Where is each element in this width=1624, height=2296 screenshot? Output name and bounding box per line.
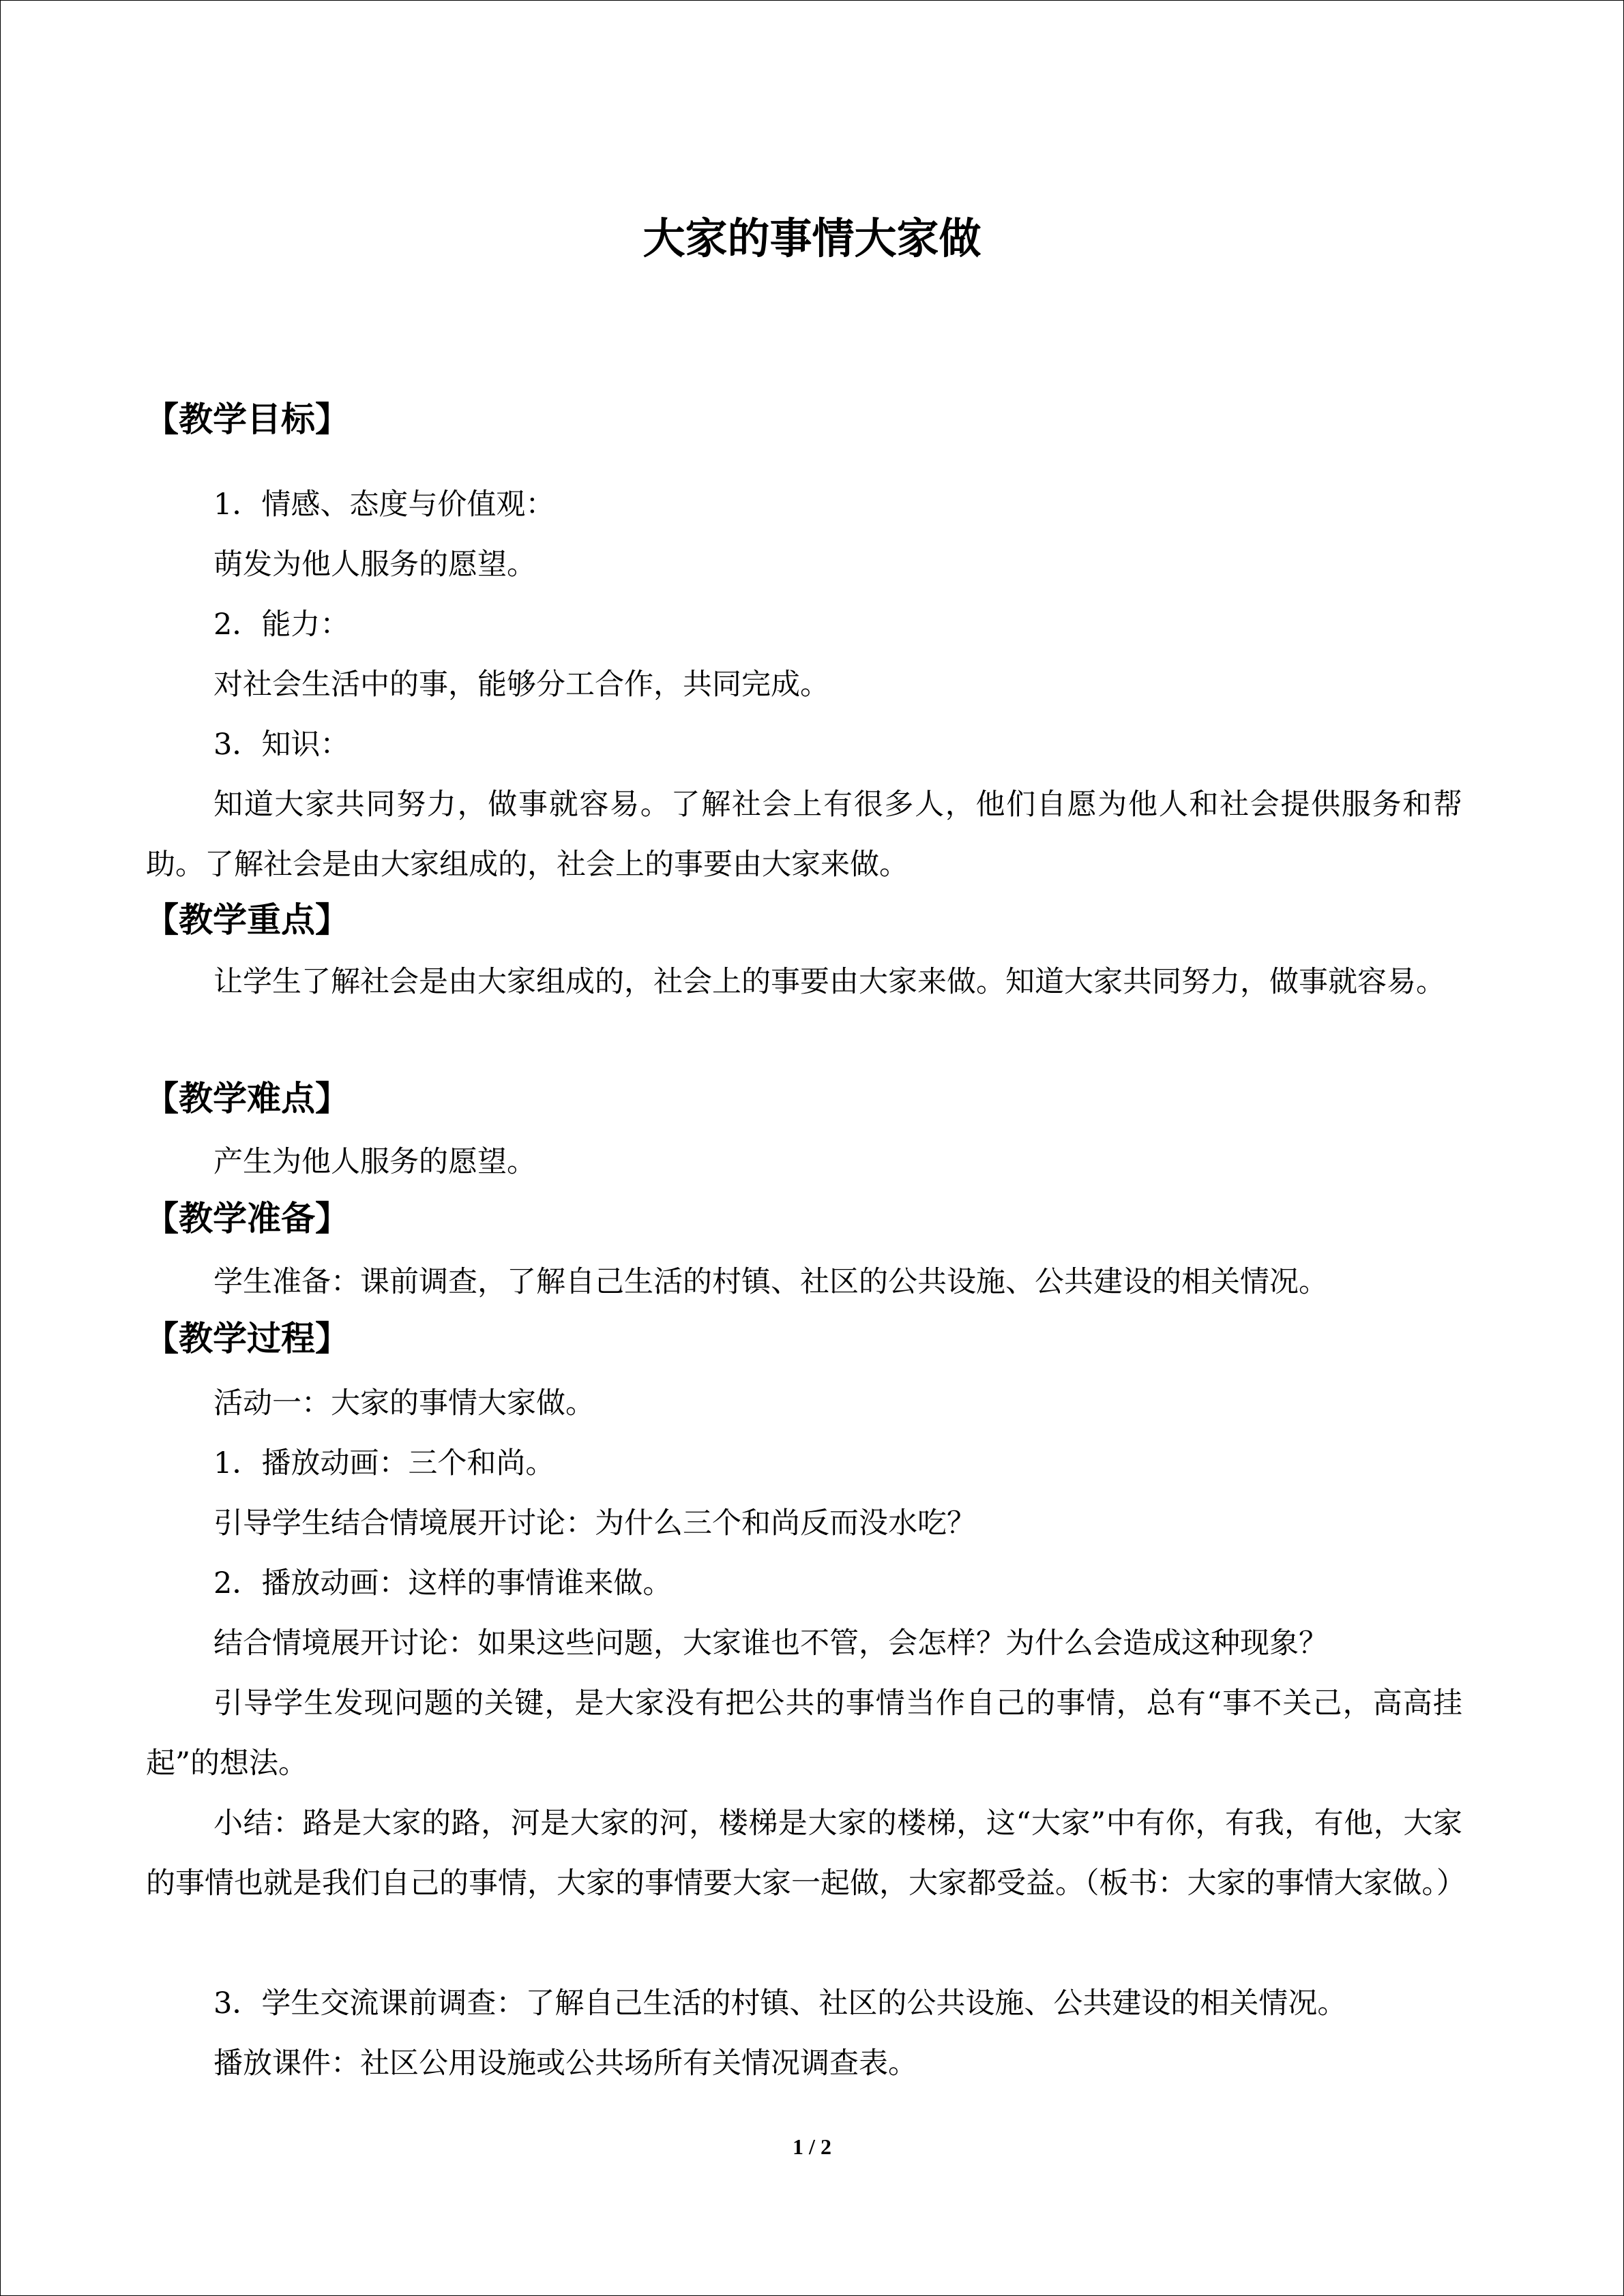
section-heading-process: 【教学过程】 [145, 1319, 349, 1358]
process-item-5: 结合情境展开讨论：如果这些问题，大家谁也不管，会怎样？为什么会造成这种现象？ [213, 1626, 1328, 1660]
process-item-1: 活动一：大家的事情大家做。 [213, 1386, 595, 1420]
process-item-6: 引导学生发现问题的关键，是大家没有把公共的事情当作自己的事情，总有“事不关己，高高挂起”的想法。 [146, 1686, 1462, 1780]
section-heading-difficulties: 【教学难点】 [145, 1079, 349, 1118]
process-item-4: 2．播放动画：这样的事情谁来做。 [213, 1566, 673, 1600]
page-number: 1 / 2 [793, 2134, 831, 2159]
goals-item-6: 知道大家共同努力，做事就容易。了解社会上有很多人，他们自愿为他人和社会提供服务和帮助。了解社会是由大家组成的，社会上的事要由大家来做。 [146, 788, 1462, 882]
difficulties-text: 产生为他人服务的愿望。 [213, 1145, 536, 1179]
section-heading-key-points: 【教学重点】 [145, 900, 349, 940]
preparation-text: 学生准备：课前调查，了解自己生活的村镇、社区的公共设施、公共建设的相关情况。 [213, 1265, 1328, 1299]
section-heading-goals: 【教学目标】 [145, 400, 349, 439]
goals-item-5: 3．知识： [213, 728, 350, 762]
process-item-9: 播放课件：社区公用设施或公共场所有关情况调查表。 [213, 2046, 917, 2081]
section-heading-preparation: 【教学准备】 [145, 1199, 349, 1238]
goals-item-3: 2．能力： [213, 608, 350, 642]
goals-item-1: 1．情感、态度与价值观： [213, 488, 555, 522]
document-title: 大家的事情大家做 [643, 213, 981, 263]
process-item-8: 3．学生交流课前调查：了解自己生活的村镇、社区的公共设施、公共建设的相关情况。 [213, 1986, 1347, 2021]
goals-item-2: 萌发为他人服务的愿望。 [213, 548, 536, 582]
key-points-text: 让学生了解社会是由大家组成的，社会上的事要由大家来做。知道大家共同努力，做事就容易。 [213, 965, 1445, 999]
goals-item-4: 对社会生活中的事，能够分工合作，共同完成。 [213, 668, 829, 702]
process-item-7: 小结：路是大家的路，河是大家的河，楼梯是大家的楼梯，这“大家”中有你，有我，有他，大家的事情也就是我们自己的事情，大家的事情要大家一起做，大家都受益。（板书：大家的事情大家做。） [146, 1806, 1466, 1900]
process-item-2: 1．播放动画：三个和尚。 [213, 1446, 555, 1480]
process-item-3: 引导学生结合情境展开讨论：为什么三个和尚反而没水吃？ [213, 1506, 976, 1540]
